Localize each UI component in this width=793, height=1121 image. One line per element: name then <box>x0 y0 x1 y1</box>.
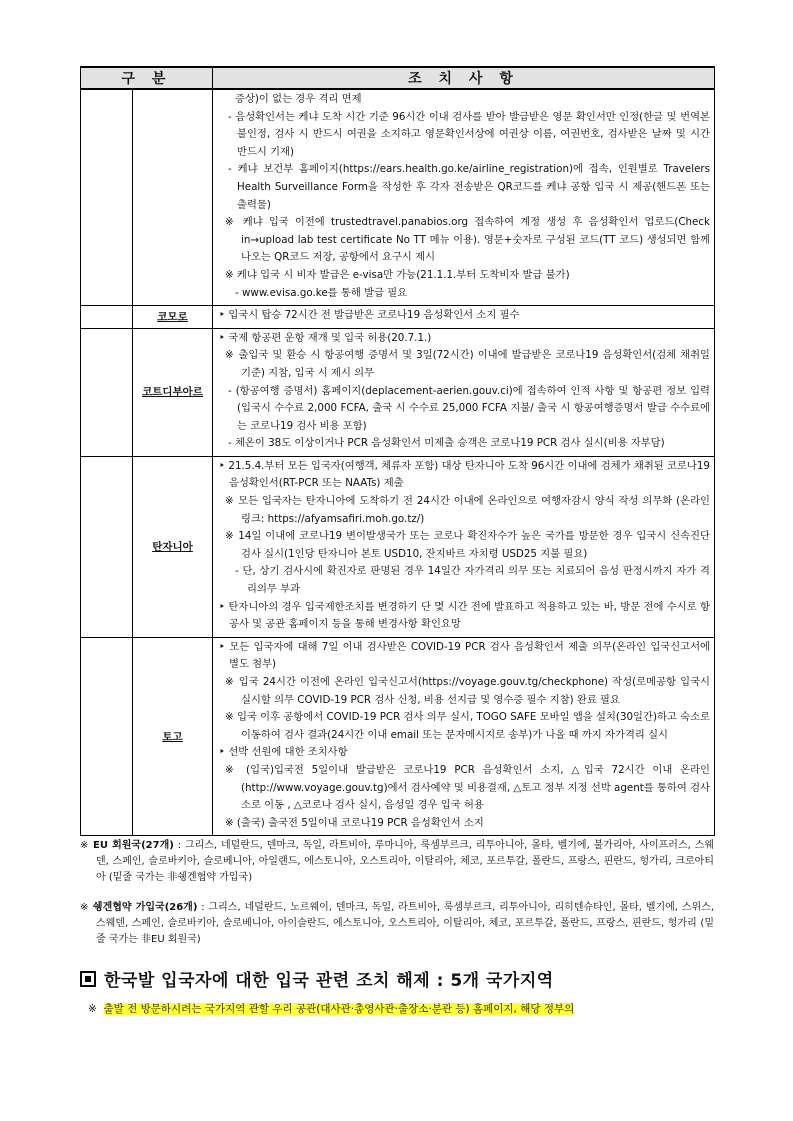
country-cell <box>133 328 213 456</box>
measure-line: ‣ 선박 선원에 대한 조치사항 <box>219 746 348 759</box>
country-cell <box>133 89 213 306</box>
measure-line: ‣ 모든 입국자에 대해 7일 이내 검사받은 COVID-19 PCR 검사 음성확인서 제출 의무(온라인 입국신고서에 별도 첨부) <box>219 640 710 671</box>
section-heading <box>80 966 714 991</box>
country-cell <box>133 306 213 329</box>
blank-cell <box>81 456 133 637</box>
measures-cell <box>213 637 715 836</box>
highlight-text: 출발 전 방문하시려는 국가지역 관할 우리 공관(대사관·총영사관·출장소·분관 등) 홈페이지, 해당 정부의 <box>103 1003 575 1016</box>
measure-line: - 음성확인서는 케냐 도착 시간 기준 96시간 이내 검사를 받아 발급받은 영문 확인서만 인정(한글 및 번역본 불인정, 검사 시 반드시 여권을 소지하고 영문확인서상에 여권상 이름, 여권번호, 검사받은 날짜 및 시간 반드시 기재) <box>228 110 710 158</box>
document <box>80 66 714 1017</box>
measure-line: - 케냐 보건부 홈페이지(https://ears.health.go.ke/airline_registration)에 접속, 인원별로 Travelers Health Surveillance Form을 작성한 후 각자 전송받은 QR코드를 케냐 공항 입국 시 제공(핸드폰 또는 출력물) <box>228 163 710 211</box>
measures-cell <box>213 89 715 306</box>
country-cell <box>133 637 213 836</box>
measure-line: ‣ 21.5.4.부터 모든 입국자(여행객, 체류자 포함) 대상 탄자니아 도착 96시간 이내에 검체가 채취된 코로나19 음성확인서(RT-PCR 또는 NAATs) 제출 <box>219 459 710 490</box>
header-category: 구 분 <box>81 67 213 89</box>
eu-text: : 그리스, 네덜란드, 덴마크, 독일, 라트비아, 루마니아, 룩셈부르크, 리투아니아, 몰타, 벨기에, 불가리아, 사이프러스, 스웨덴, 스페인, 슬로바키아, 슬로베니아, 아일랜드, 에스토니아, 오스트리아, 이탈리아, 체코, 포르투갈, 폴란드, 프랑스, 핀란드, 헝가리, 크로아티아 (밑줄 국가는 非쉥겐협약 가입국) <box>96 840 715 884</box>
measure-line: ※ 모든 입국자는 탄자니아에 도착하기 전 24시간 이내에 온라인으로 여행자감시 양식 작성 의무화 (온라인 링크: https://afyamsafiri.moh.go.tz/) <box>225 495 710 525</box>
measure-line: - 단, 상기 검사시에 확진자로 판명된 경우 14일간 자가격리 의무 또는 치료되어 음성 판정시까지 자가 격리의무 부과 <box>235 565 710 596</box>
measure-line: ‣ 탄자니아의 경우 입국제한조치를 변경하기 단 몇 시간 전에 발표하고 적용하고 있는 바, 방문 전에 수시로 항공사 및 공관 홈페이지 등을 통해 변경사항 확인요망 <box>219 600 710 631</box>
blank-cell <box>81 637 133 836</box>
table-row <box>81 89 715 306</box>
measure-line: ※ 출입국 및 환승 시 항공여행 증명서 및 3일(72시간) 이내에 발급받은 코로나19 음성확인서(검체 채취일 기준) 지참, 입국 시 제시 의무 <box>225 349 710 379</box>
table-row <box>81 328 715 456</box>
eu-note: ※ EU 회원국(27개) : 그리스, 네덜란드, 덴마크, 독일, 라트비아, 루마니아, 룩셈부르크, 리투아니아, 몰타, 벨기에, 불가리아, 사이프러스, 스웨덴, 스페인, 슬로바키아, 슬로베니아, 아일랜드, 에스토니아, 오스트리아, 이탈리아, 체코, 포르투갈, 폴란드, 프랑스, 핀란드, 헝가리, 크로아티아 (밑줄 국가는 非쉥겐협약 가입국) <box>80 840 715 884</box>
table-row <box>81 306 715 329</box>
country-name: 토고 <box>162 730 183 743</box>
eu-label: EU 회원국(27개) <box>92 840 174 852</box>
measure-line: ※ 케냐 입국 이전에 trustedtravel.panabios.org 접속하여 계정 생성 후 음성확인서 업로드(Check in→upload lab test certificate No TT 메뉴 이용). 영문+숫자로 구성된 코드(TT 코드) 생성되면 함께 나오는 QR코드 저장, 공항에서 요구시 제시 <box>225 216 710 264</box>
measure-line: - 체온이 38도 이상이거나 PCR 음성확인서 미제출 승객은 코로나19 PCR 검사 실시(비용 자부담) <box>228 437 665 450</box>
measure-line: - www.evisa.go.ke를 통해 발급 필요 <box>235 286 408 299</box>
measures-cell <box>213 328 715 456</box>
measure-line: ※ 14일 이내에 코로나19 변이발생국가 또는 코로나 확진자수가 높은 국가를 방문한 경우 입국시 신속진단검사 실시(1인당 탄자니아 본토 USD10, 잔지바르 자치령 USD25 지불 필요) <box>225 530 710 560</box>
blank-cell <box>81 328 133 456</box>
schengen-note: ※ 쉥겐협약 가입국(26개) : 그리스, 네덜란드, 노르웨이, 덴마크, 독일, 라트비아, 룩셈부르크, 리투아니아, 리히텐슈타인, 몰타, 벨기에, 스위스, 스웨덴, 스페인, 슬로바키아, 슬로베니아, 아이슬란드, 에스토니아, 오스트리아, 이탈리아, 체코, 포르투갈, 폴란드, 프랑스, 핀란드, 헝가리 (밑줄 국가는 非EU 회원국) <box>80 902 714 946</box>
square-bullet-icon <box>80 971 96 987</box>
schengen-label: 쉥겐협약 가입국(26개) <box>92 902 198 914</box>
measure-line: ‣ 국제 항공편 운항 재개 및 입국 허용(20.7.1.) <box>219 331 432 344</box>
blank-cell <box>81 89 133 306</box>
measure-line: ※ (출국) 출국전 5일이내 코로나19 PCR 음성확인서 소지 <box>225 816 484 829</box>
measure-line: ※ 케냐 입국 시 비자 발급은 e-visa만 가능(21.1.1.부터 도착비자 발급 불가) <box>225 268 570 281</box>
highlight-note: ※ 출발 전 방문하시려는 국가지역 관할 우리 공관(대사관·총영사관·출장소·분관 등) 홈페이지, 해당 정부의 <box>88 1003 575 1016</box>
notes <box>80 838 714 948</box>
measure-line: 증상)이 없는 경우 격리 면제 <box>235 93 362 105</box>
measures-cell <box>213 456 715 637</box>
section-title: 한국발 입국자에 대한 입국 관련 조치 해제 : 5개 국가지역 <box>104 971 554 992</box>
country-name: 코트디부아르 <box>142 386 203 399</box>
schengen-text: : 그리스, 네덜란드, 노르웨이, 덴마크, 독일, 라트비아, 룩셈부르크, 리투아니아, 리히텐슈타인, 몰타, 벨기에, 스위스, 스웨덴, 스페인, 슬로바키아, 슬로베니아, 아이슬란드, 에스토니아, 오스트리아, 이탈리아, 체코, 포르투갈, 폴란드, 프랑스, 핀란드, 헝가리 (밑줄 국가는 非EU 회원국) <box>96 902 714 946</box>
table-row <box>81 456 715 637</box>
table-header <box>81 67 715 89</box>
header-measures: 조 치 사 항 <box>213 67 715 89</box>
measure-line: ※ 입국 24시간 이전에 온라인 입국신고서(https://voyage.gouv.tg/checkphone) 작성(로메공항 입국시 실시할 의무 COVID-19 PCR 검사 신청, 비용 선지급 및 영수증 필수 지참) 완료 필요 <box>225 676 710 706</box>
measures-table <box>80 66 715 836</box>
country-name: 코모로 <box>157 310 188 323</box>
measure-line: ‣ 입국시 탑승 72시간 전 발급받은 코로나19 음성확인서 소지 필수 <box>219 309 520 322</box>
blank-cell <box>81 306 133 329</box>
measure-line: - (항공여행 증명서) 홈페이지(deplacement-aerien.gouv.ci)에 접속하여 인적 사항 및 항공편 정보 입력(입국시 수수료 2,000 FCFA, 출국 시 수수료 25,000 FCFA 지불/ 출국 시 항공여행증명서 발급 수수료에는 코로나19 검사 비용 포함) <box>228 384 710 432</box>
country-name: 탄자니아 <box>152 540 193 553</box>
table-row <box>81 637 715 836</box>
measures-cell <box>213 306 715 329</box>
country-cell <box>133 456 213 637</box>
measure-line: ※ 입국 이후 공항에서 COVID-19 PCR 검사 의무 실시, TOGO SAFE 모바일 앱을 설치(30일간)하고 숙소로 이동하여 검사 결과(24시간 이내 email 또는 문자메시지로 송부)가 나올 때 까지 자가격리 실시 <box>225 711 710 741</box>
measure-line: ※ (입국)입국전 5일이내 발급받은 코로나19 PCR 음성확인서 소지, △입국 72시간 이내 온라인(http://www.voyage.gouv.tg)에서 검사예약 및 비용결재, △토고 정부 지정 선박 agent를 통하여 검사소로 이동 , △코로나 검사 실시, 음성일 경우 입국 허용 <box>225 763 710 812</box>
